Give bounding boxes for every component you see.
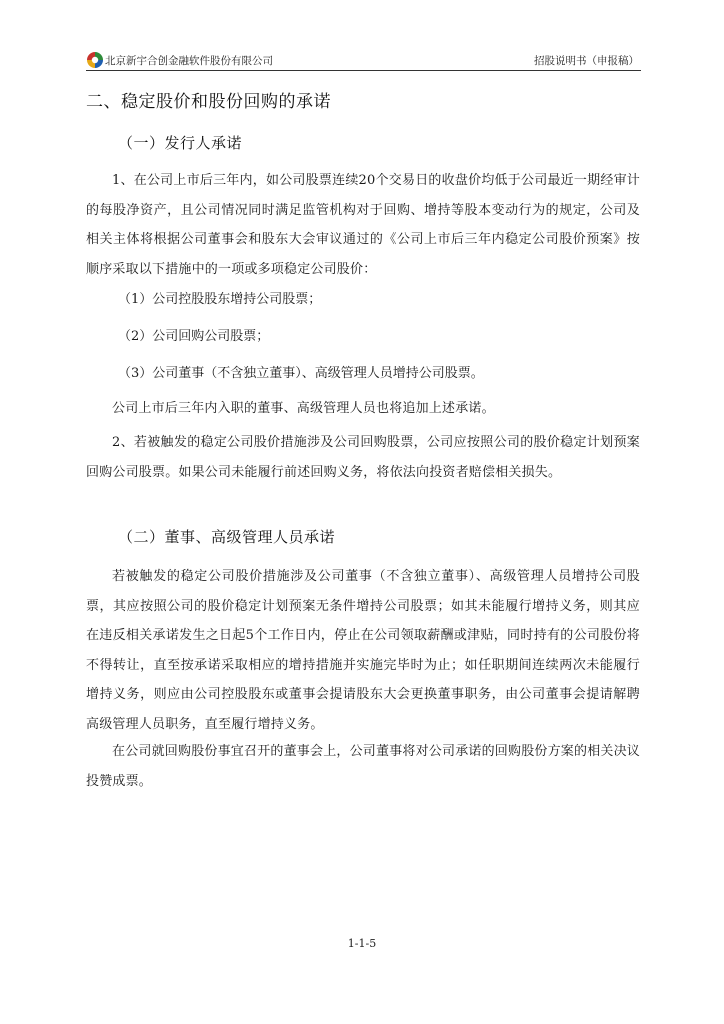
- issuer-paragraph-2: 公司上市后三年内入职的董事、高级管理人员也将追加上述承诺。: [112, 401, 495, 416]
- issuer-paragraph-3: 2、若被触发的稳定公司股价措施涉及公司回购股票，公司应按照公司的股价稳定计划预案回购公司股票。如果公司未能履行前述回购义务，将依法向投资者赔偿相关损失。: [86, 435, 640, 480]
- directors-paragraph-1: 若被触发的稳定公司股价措施涉及公司董事（不含独立董事）、高级管理人员增持公司股票，其应按照公司的股价稳定计划预案无条件增持公司股票；如其未能履行增持义务，则其应在违反相关承诺发生之日起5个工作日内，停止在公司领取薪酬或津贴，同时持有的公司股份将不得转让，直至按承诺采取相应的增持措施并实施完毕时为止；如任职期间连续两次未能履行增持义务，则应由公司控股股东或董事会提请股东大会更换董事职务，由公司董事会提请解聘高级管理人员职务，直至履行增持义务。: [86, 569, 640, 732]
- issuer-paragraph-1: 1、在公司上市后三年内，如公司股票连续20个交易日的收盘价均低于公司最近一期经审计的每股净资产，且公司情况同时满足监管机构对于回购、增持等股本变动行为的规定，公司及相关主体将根据公司董事会和股东大会审议通过的《公司上市后三年内稳定公司股价预案》按顺序采取以下措施中的一项或多项稳定公司股价：: [86, 173, 640, 277]
- company-name: 北京新宇合创金融软件股份有限公司: [105, 55, 273, 67]
- measure-item-3: （3）公司董事（不含独立董事）、高级管理人员增持公司股票。: [118, 366, 484, 381]
- company-logo-icon: [86, 51, 104, 69]
- measure-item-1: （1）公司控股股东增持公司股票；: [118, 292, 322, 307]
- page-number: 1-1-5: [347, 937, 377, 950]
- section-title: 二、稳定股价和股份回购的承诺: [86, 92, 331, 112]
- header-rule: [86, 70, 641, 71]
- directors-commitment-title: （二）董事、高级管理人员承诺: [118, 528, 336, 546]
- issuer-commitment-title: （一）发行人承诺: [118, 134, 243, 152]
- measure-item-2: （2）公司回购公司股票；: [118, 329, 270, 344]
- document-type: 招股说明书（申报稿）: [534, 55, 639, 67]
- directors-paragraph-2: 在公司就回购股份事宜召开的董事会上，公司董事将对公司承诺的回购股份方案的相关决议投赞成票。: [86, 744, 641, 789]
- page-header: [86, 50, 641, 72]
